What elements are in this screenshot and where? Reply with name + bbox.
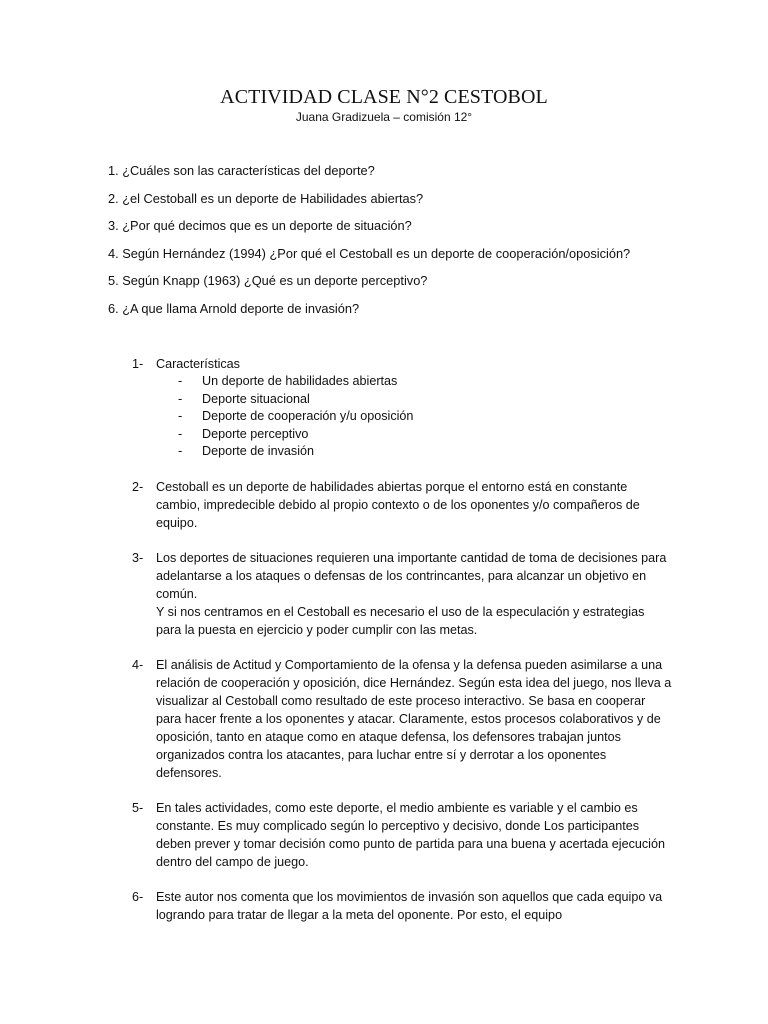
characteristics-list	[156, 373, 672, 461]
answers-list	[132, 355, 672, 941]
answer-number: 2-	[132, 479, 144, 494]
questions-list	[108, 163, 708, 328]
answer-item	[132, 888, 672, 924]
list-item: - Deporte situacional	[156, 391, 672, 409]
answer-item	[132, 478, 672, 532]
answer-item	[132, 656, 672, 782]
list-item: - Un deporte de habilidades abiertas	[156, 373, 672, 391]
answer-text-continued: Y si nos centramos en el Cestoball es necesario el uso de la especulación y estrategias para la puesta en ejercicio y poder cumplir con las metas.	[156, 604, 645, 637]
answer-number: 4-	[132, 657, 144, 672]
answer-text: Los deportes de situaciones requieren una importante cantidad de toma de decisiones para adelantarse a los ataques o defensas de los contrincantes, para alcanzar un objetivo en común.	[156, 550, 667, 601]
list-item: - Deporte de cooperación y/u oposición	[156, 408, 672, 426]
question-item: 4. Según Hernández (1994) ¿Por qué el Cestoball es un deporte de cooperación/oposición?	[108, 245, 631, 261]
answer-item	[132, 799, 672, 871]
list-item: - Deporte perceptivo	[156, 426, 672, 444]
answer-item	[132, 355, 672, 461]
question-item: 6. ¿A que llama Arnold deporte de invasión?	[108, 300, 360, 316]
answer-text: Este autor nos comenta que los movimientos de invasión son aquellos que cada equipo va logrando para tratar de llegar a la meta del oponente. Por esto, el equipo	[156, 889, 663, 922]
question-item: 1. ¿Cuáles son las características del deporte?	[108, 163, 375, 178]
answer-number: 3-	[132, 550, 144, 565]
list-item: - Deporte de invasión	[156, 443, 672, 461]
document-subtitle: Juana Gradizuela – comisión 12°	[295, 110, 473, 124]
answer-number: 1-	[132, 357, 144, 371]
document-title: ACTIVIDAD CLASE N°2 CESTOBOL	[220, 86, 548, 108]
dash-bullet-icon: -	[178, 374, 183, 388]
dash-bullet-icon: -	[178, 444, 183, 459]
question-item: 3. ¿Por qué decimos que es un deporte de situación?	[108, 218, 412, 233]
answer-number: 5-	[132, 800, 144, 815]
answer-text: En tales actividades, como este deporte, el medio ambiente es variable y el cambio es constante. Es muy complicado según lo perceptivo y decisivo, donde Los participantes deben prever y tomar decisión como punto de partida para una buena y acertada ejecución dentro del campo de juego.	[156, 800, 665, 869]
answer-number: 6-	[132, 889, 144, 904]
answer-text: Características	[156, 357, 240, 371]
question-item: 5. Según Knapp (1963) ¿Qué es un deporte perceptivo?	[108, 273, 428, 288]
dash-bullet-icon: -	[178, 426, 183, 441]
answer-text: El análisis de Actitud y Comportamiento de la ofensa y la defensa pueden asimilarse a una relación de cooperación y oposición, dice Hernández. Según esta idea del juego, nos lleva a visualizar al Cestoball como resultado de este proceso interactivo. Se basa en cooperar para hacer frente a los oponentes y atacar. Claramente, estos procesos colaborativos y de oposición, tanto en ataque como en ataque defensa, los defensores trabajan juntos organizados contra los atacantes, para luchar entre sí y derrotar a los oponentes defensores.	[156, 657, 672, 780]
dash-bullet-icon: -	[178, 391, 183, 406]
answer-item	[132, 549, 672, 639]
dash-bullet-icon: -	[178, 409, 183, 424]
answer-text: Cestoball es un deporte de habilidades abiertas porque el entorno está en constante cambio, impredecible debido al propio contexto o de los oponentes y/o compañeros de equipo.	[156, 479, 640, 530]
question-item: 2. ¿el Cestoball es un deporte de Habilidades abiertas?	[108, 190, 424, 206]
